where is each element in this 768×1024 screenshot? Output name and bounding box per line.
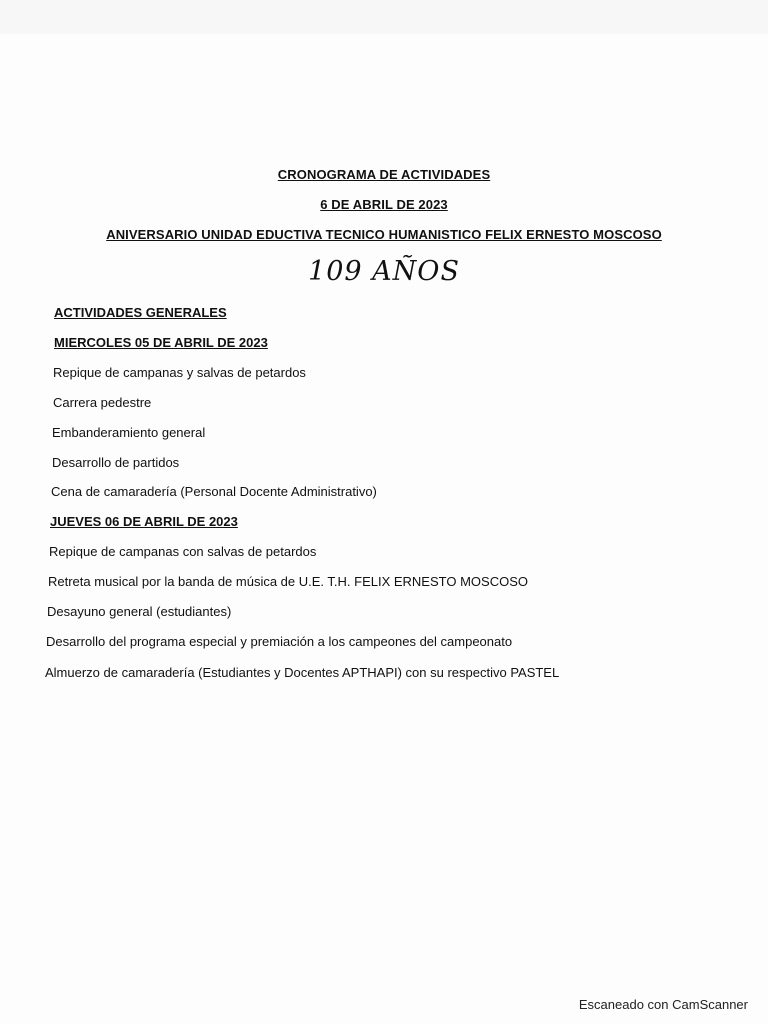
list-item: Repique de campanas y salvas de petardos: [53, 365, 306, 380]
list-item: Cena de camaradería (Personal Docente Administrativo): [51, 484, 377, 499]
general-activities-heading: ACTIVIDADES GENERALES: [54, 305, 227, 320]
scanner-watermark: Escaneado con CamScanner: [578, 997, 748, 1012]
list-item: Retreta musical por la banda de música de U.E. T.H. FELIX ERNESTO MOSCOSO: [48, 574, 528, 589]
list-item: Almuerzo de camaradería (Estudiantes y Docentes APTHAPI) con su respectivo PASTEL: [45, 665, 560, 680]
day1-heading: MIERCOLES 05 DE ABRIL DE 2023: [54, 335, 268, 350]
list-item: Carrera pedestre: [53, 395, 152, 410]
years-banner: 109 AÑOS: [308, 256, 460, 287]
document-title: CRONOGRAMA DE ACTIVIDADES: [277, 167, 491, 182]
list-item: Desayuno general (estudiantes): [47, 604, 232, 619]
list-item: Desarrollo del programa especial y premiación a los campeones del campeonato: [46, 634, 513, 649]
document-page: [0, 34, 768, 1024]
list-item: Repique de campanas con salvas de petardos: [49, 544, 317, 559]
scan-top-margin: [0, 0, 768, 34]
list-item: Embanderamiento general: [52, 425, 206, 440]
list-item: Desarrollo de partidos: [52, 455, 180, 470]
document-date: 6 DE ABRIL DE 2023: [320, 197, 448, 212]
day2-heading: JUEVES 06 DE ABRIL DE 2023: [50, 514, 238, 529]
anniversary-heading: ANIVERSARIO UNIDAD EDUCTIVA TECNICO HUMANISTICO FELIX ERNESTO MOSCOSO: [106, 227, 662, 242]
